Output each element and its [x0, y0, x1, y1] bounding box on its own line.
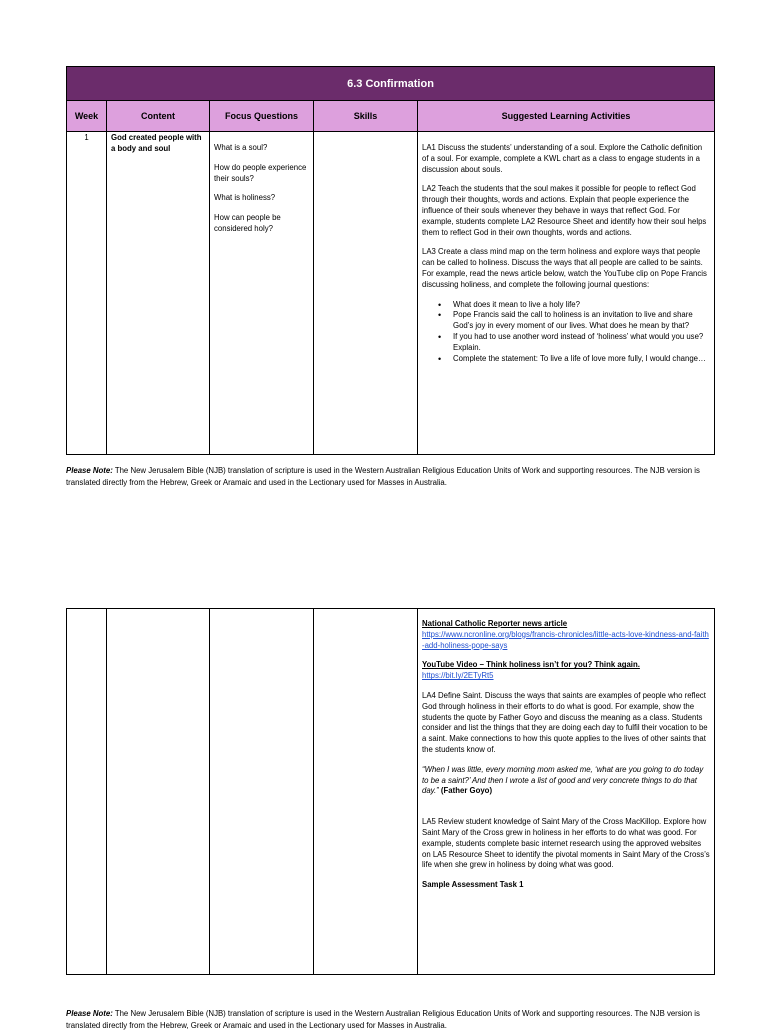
activity-la2: LA2 Teach the students that the soul makes it possible for people to reflect God through their thoughts, words and actions. Explain that people experience the influence of their souls whenever they behave in ways that reflect God. For example, students complete LA2 Resource Sheet and identify how their soul helps them to reflect God in their own thoughts, words and actions. — [422, 184, 707, 237]
focus-question: What is holiness? — [214, 193, 276, 203]
activity-la3: LA3 Create a class mind map on the term holiness and explore ways that people can be called to holiness. Discuss the ways that all people are called to be saints. For example, read the news article below, watch the YouTube clip on Pope Francis discussing holiness, and complete the following journal questions: — [422, 247, 707, 289]
header-content: Content — [107, 101, 210, 132]
header-focus-questions: Focus Questions — [210, 101, 314, 132]
note-label: Please Note: — [66, 1009, 113, 1018]
list-item: • What does it mean to live a holy life? — [453, 300, 710, 311]
activities-cell — [418, 609, 715, 975]
header-skills: Skills — [314, 101, 418, 132]
table-row — [67, 132, 715, 455]
week-cell: 1 — [67, 132, 107, 455]
table-title: 6.3 Confirmation — [67, 67, 715, 101]
week-cell — [67, 609, 107, 975]
saint-quote: “When I was little, every morning mom asked me, ‘what are you going to do today to be a saint?’ And then I wrote a list of good and very concrete things to do that day.” — [422, 764, 704, 796]
confirmation-table-continued — [66, 608, 715, 975]
video-title: YouTube Video – Think holiness isn’t for you? Think again. — [422, 660, 640, 670]
note-label: Please Note: — [66, 466, 113, 475]
focus-question: How do people experience their souls? — [214, 162, 307, 183]
activity-la1: LA1 Discuss the students’ understanding of a soul. Explore the Catholic definition of a soul. For example, complete a KWL chart as a class to engage students in a discussion about souls. — [422, 143, 703, 174]
activities-cell — [418, 132, 715, 455]
header-activities: Suggested Learning Activities — [418, 101, 715, 132]
focus-questions-cell — [210, 132, 314, 455]
note-text: The New Jerusalem Bible (NJB) translation of scripture is used in the Western Australian Religious Education Units of Work and supporting resources. The NJB version is translated directly from the Hebrew, Greek or Aramaic and used in the Lectionary used for Masses in Australia. — [66, 466, 700, 487]
focus-question: How can people be considered holy? — [214, 213, 281, 233]
please-note — [66, 1008, 716, 1031]
journal-questions-list — [422, 300, 710, 365]
content-cell: God created people with a body and soul — [107, 132, 210, 455]
assessment-task: Sample Assessment Task 1 — [422, 880, 524, 890]
focus-questions-cell — [210, 609, 314, 975]
list-item: • If you had to use another word instead of ‘holiness’ what would you use? Explain. — [453, 332, 710, 354]
article-link[interactable]: https://www.ncronline.org/blogs/francis-chronicles/little-acts-love-kindness-and-faith-add-holiness-pope-says — [422, 629, 709, 650]
please-note — [66, 465, 716, 488]
table-row — [67, 609, 715, 975]
activity-la4: LA4 Define Saint. Discuss the ways that saints are examples of people who reflect God through holiness in their efforts to do what is good. For example, show the students the quote by Father Goyo and discuss the meaning as a class. Students consider and list the things that they are doing each day to fulfil their vocation to be a saint. Make connections to how this quote applies to the lives of other saints that the students know of. — [422, 690, 708, 754]
header-week: Week — [67, 101, 107, 132]
video-link[interactable]: https://bit.ly/2ETyRt5 — [422, 671, 494, 681]
activity-la5: LA5 Review student knowledge of Saint Mary of the Cross MacKillop. Explore how Saint Mary of the Cross grew in holiness in her efforts to do what was good. For example, students complete basic internet research using the approved websites on LA5 Resource Sheet to identify the pivotal moments in Saint Mary of the Cross’s life when she grew in holiness by doing what was good. — [422, 817, 710, 870]
confirmation-table — [66, 66, 715, 455]
list-item: • Pope Francis said the call to holiness is an invitation to live and share God’s joy in every moment of our lives. What does he mean by that? — [453, 310, 710, 332]
note-text: The New Jerusalem Bible (NJB) translation of scripture is used in the Western Australian Religious Education Units of Work and supporting resources. The NJB version is translated directly from the Hebrew, Greek or Aramaic and used in the Lectionary used for Masses in Australia. — [66, 1009, 700, 1030]
article-title: National Catholic Reporter news article — [422, 619, 568, 628]
quote-author: (Father Goyo) — [438, 786, 493, 796]
skills-cell — [314, 609, 418, 975]
content-cell — [107, 609, 210, 975]
skills-cell — [314, 132, 418, 455]
focus-question: What is a soul? — [214, 143, 268, 152]
list-item: • Complete the statement: To live a life of love more fully, I would change… — [453, 354, 710, 365]
